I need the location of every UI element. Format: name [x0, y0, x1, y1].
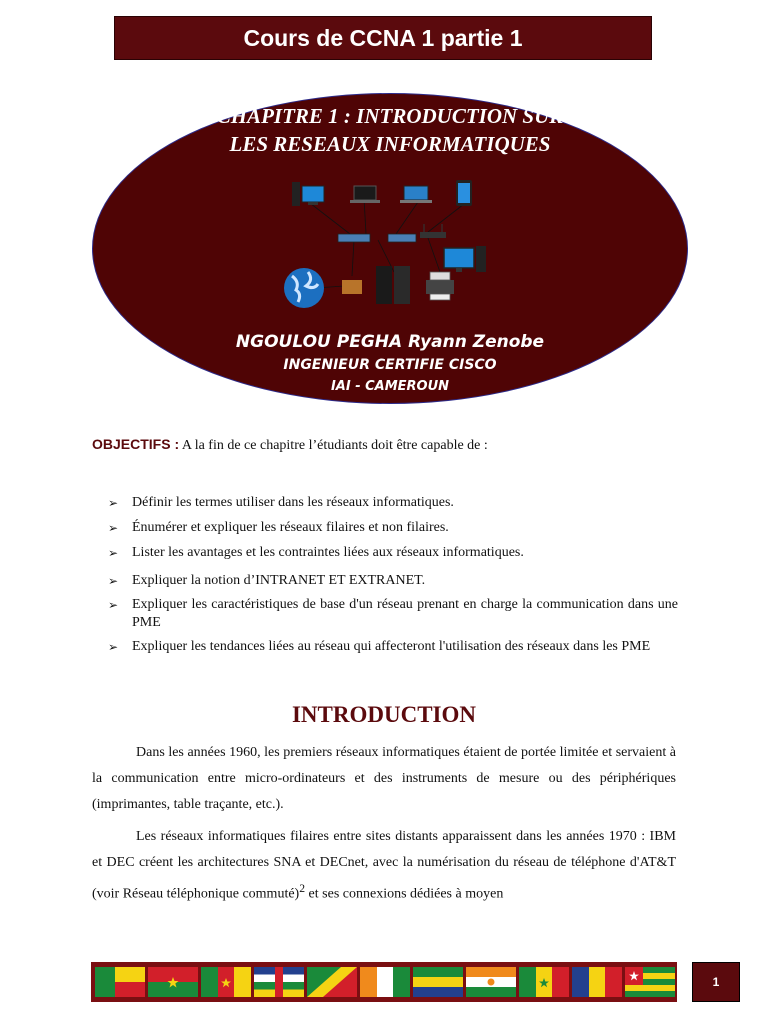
- arrow-bullet-icon: ➢: [108, 640, 119, 654]
- introduction-paragraph-1: Dans les années 1960, les premiers réseaux informatiques étaient de portée limitée et servaient à la communication entre micro-ordinateurs et des instruments de mesure ou des périphériques (imprimantes, table traçante, etc.).: [92, 745, 676, 812]
- author-block: [92, 330, 688, 398]
- flag-cameroon-icon: [201, 967, 251, 997]
- flag-togo-icon: [625, 967, 675, 997]
- arrow-bullet-icon: ➢: [108, 574, 119, 588]
- tablet-icon: [456, 180, 472, 206]
- author-organization: IAI - CAMEROUN: [330, 379, 450, 394]
- list-item: ➢ Énumérer et expliquer les réseaux filaires et non filaires.: [108, 520, 449, 535]
- page-number: 1: [712, 975, 720, 989]
- flag-congo-icon: [307, 967, 357, 997]
- course-title-banner: [114, 16, 652, 60]
- arrow-bullet-icon: ➢: [108, 521, 119, 535]
- server-rack-icon: [376, 266, 410, 304]
- chapter-title-line-1: CHAPITRE 1 : INTRODUCTION SUR: [216, 104, 564, 128]
- flag-central-african-republic-icon: [254, 967, 304, 997]
- page-number-box: [692, 962, 740, 1002]
- flag-senegal-icon: [519, 967, 569, 997]
- list-item: ➢ Définir les termes utiliser dans les réseaux informatiques.: [108, 495, 454, 510]
- flag-niger-icon: [466, 967, 516, 997]
- printer-icon: [426, 272, 454, 300]
- flag-chad-icon: [572, 967, 622, 997]
- chapter-title: [92, 102, 688, 158]
- objectives-label: OBJECTIFS :: [92, 436, 180, 452]
- arrow-bullet-icon: ➢: [108, 496, 119, 510]
- objectives-intro-text: A la fin de ce chapitre l’étudiants doit être capable de :: [179, 438, 488, 453]
- flag-cote-divoire-icon: [360, 967, 410, 997]
- flag-benin-icon: [95, 967, 145, 997]
- objectives-intro: [92, 436, 488, 454]
- footnote-ref: 2: [299, 882, 306, 895]
- introduction-paragraph-2: Les réseaux informatiques filaires entre sites distants apparaissent dans les années 1970 : IBM et DEC créent les architectures SNA et DECnet, avec la numérisation du réseau de téléphone d'AT&T (voir Réseau téléphonique commuté)$^2$ et ses connexions dédiées à moyen: [92, 829, 676, 902]
- arrow-bullet-icon: ➢: [108, 598, 119, 612]
- laptop-icon: [350, 186, 380, 203]
- globe-icon: [284, 268, 324, 308]
- arrow-bullet-icon: ➢: [108, 546, 119, 560]
- objectives-list: [108, 494, 678, 656]
- flag-gabon-icon: [413, 967, 463, 997]
- network-switch-icon: [338, 234, 416, 242]
- list-item: ➢ Expliquer la notion d’INTRANET ET EXTRANET.: [108, 573, 426, 588]
- monitor-icon: [444, 246, 486, 272]
- author-name: NGOULOU PEGHA Ryann Zenobe: [235, 332, 545, 352]
- list-item: ➢ Lister les avantages et les contraintes liées aux réseaux informatiques.: [108, 545, 524, 560]
- course-title: Cours de CCNA 1 partie 1: [243, 24, 523, 51]
- laptop-icon-2: [400, 186, 432, 203]
- router-icon: [420, 224, 446, 238]
- flag-burkina-faso-icon: [148, 967, 198, 997]
- author-title: INGENIEUR CERTIFIE CISCO: [283, 357, 497, 373]
- network-diagram-illustration: [278, 176, 494, 308]
- african-flags-strip: [91, 962, 677, 1002]
- list-item: ➢ Expliquer les caractéristiques de base d'un réseau prenant en charge la communication dans une PME: [108, 597, 678, 630]
- modem-box-icon: [342, 280, 362, 294]
- introduction-heading: INTRODUCTION: [291, 702, 477, 727]
- list-item: ➢ Expliquer les tendances liées au réseau qui affecteront l'utilisation des réseaux dans les PME: [108, 639, 651, 654]
- chapter-title-line-2: LES RESEAUX INFORMATIQUES: [229, 132, 551, 156]
- desktop-computer-icon: [292, 182, 324, 206]
